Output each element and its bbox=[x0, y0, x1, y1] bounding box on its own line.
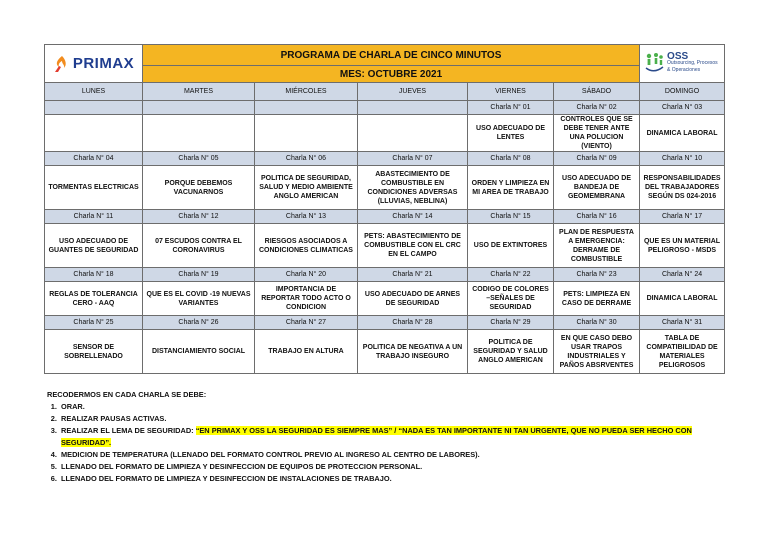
charla-topic-cell: PLAN DE RESPUESTA A EMERGENCIA: DERRAME DE COMBUSTIBLE bbox=[554, 224, 640, 268]
charla-topic-cell bbox=[255, 115, 358, 152]
charla-number-cell: Charla N° 10 bbox=[640, 152, 725, 166]
charla-number-row bbox=[45, 210, 725, 224]
charla-number-cell: Charla N° 21 bbox=[358, 268, 468, 282]
charla-number-cell: Charla N° 31 bbox=[640, 316, 725, 330]
month-label: MES: OCTUBRE 2021 bbox=[143, 66, 640, 83]
day-header-cell: DOMINGO bbox=[640, 83, 725, 101]
primax-logo-text: PRIMAX bbox=[72, 55, 135, 72]
charla-topic-row bbox=[45, 115, 725, 152]
note-item: 1. ORAR. bbox=[59, 401, 727, 413]
charla-topic-row bbox=[45, 224, 725, 268]
note-item-lema bbox=[59, 425, 727, 449]
charla-number-cell: Charla N° 24 bbox=[640, 268, 725, 282]
day-header-cell: LUNES bbox=[45, 83, 143, 101]
charla-number-row bbox=[45, 101, 725, 115]
charla-topic-cell: RESPONSABILIDADES DEL TRABAJADORES SEGÚN DS 024-2016 bbox=[640, 166, 725, 210]
days-header-row bbox=[45, 83, 725, 101]
charla-topic-cell: PORQUE DEBEMOS VACUNARNOS bbox=[143, 166, 255, 210]
day-header-cell: JUEVES bbox=[358, 83, 468, 101]
note-item: 2. REALIZAR PAUSAS ACTIVAS. bbox=[59, 413, 727, 425]
oss-tagline-1: Outsourcing, Procesos bbox=[667, 60, 718, 66]
charla-topic-row bbox=[45, 166, 725, 210]
schedule-table bbox=[44, 44, 725, 374]
charla-topic-cell: POLITICA DE SEGURIDAD, SALUD Y MEDIO AMBIENTE ANGLO AMERICAN bbox=[255, 166, 358, 210]
charla-topic-cell: 07 ESCUDOS CONTRA EL CORONAVIRUS bbox=[143, 224, 255, 268]
charla-topic-cell: USO ADECUADO DE ARNES DE SEGURIDAD bbox=[358, 282, 468, 316]
charla-topic-cell: QUE ES EL COVID -19 NUEVAS VARIANTES bbox=[143, 282, 255, 316]
charla-topic-cell: TRABAJO EN ALTURA bbox=[255, 330, 358, 374]
charla-topic-cell: USO DE EXTINTORES bbox=[468, 224, 554, 268]
lema-highlight: “EN PRIMAX Y OSS LA SEGURIDAD ES SIEMPRE MAS” / “NADA ES TAN IMPORTANTE NI TAN URGENTE, QUE NO PUEDA SER HECHO CON SEGURIDAD”. bbox=[61, 426, 692, 447]
day-header-cell: SÁBADO bbox=[554, 83, 640, 101]
charla-topic-cell: USO ADECUADO DE LENTES bbox=[468, 115, 554, 152]
charla-number-cell: Charla N° 02 bbox=[554, 101, 640, 115]
charla-topic-cell: REGLAS DE TOLERANCIA CERO - AAQ bbox=[45, 282, 143, 316]
charla-number-cell: Charla N° 12 bbox=[143, 210, 255, 224]
charla-number-cell bbox=[255, 101, 358, 115]
charla-topic-cell: SENSOR DE SOBRELLENADO bbox=[45, 330, 143, 374]
charla-topic-cell bbox=[358, 115, 468, 152]
charla-number-cell: Charla N° 23 bbox=[554, 268, 640, 282]
charla-number-cell: Charla N° 28 bbox=[358, 316, 468, 330]
note-item: 4. MEDICION DE TEMPERATURA (LLENADO DEL FORMATO CONTROL PREVIO AL INGRESO AL CENTRO DE LABORES). bbox=[59, 449, 727, 461]
notes-heading: RECODERMOS EN CADA CHARLA SE DEBE: bbox=[47, 390, 207, 399]
charla-topic-cell: USO ADECUADO DE BANDEJA DE GEOMEMBRANA bbox=[554, 166, 640, 210]
charla-number-cell: Charla N° 13 bbox=[255, 210, 358, 224]
primax-flame-icon bbox=[53, 55, 69, 73]
day-header-cell: MARTES bbox=[143, 83, 255, 101]
charla-number-cell bbox=[358, 101, 468, 115]
charla-topic-cell: USO ADECUADO DE GUANTES DE SEGURIDAD bbox=[45, 224, 143, 268]
charla-topic-cell: CODIGO DE COLORES –SEÑALES DE SEGURIDAD bbox=[468, 282, 554, 316]
charla-topic-cell: RIESGOS ASOCIADOS A CONDICIONES CLIMATICAS bbox=[255, 224, 358, 268]
charla-topic-cell: PETS: LIMPIEZA EN CASO DE DERRAME bbox=[554, 282, 640, 316]
schedule-sheet bbox=[44, 44, 724, 483]
note-item: 6. LLENADO DEL FORMATO DE LIMPIEZA Y DESINFECCION DE INSTALACIONES DE TRABAJO. bbox=[59, 473, 727, 485]
charla-number-row bbox=[45, 152, 725, 166]
charla-number-row bbox=[45, 268, 725, 282]
day-header-cell: VIERNES bbox=[468, 83, 554, 101]
charla-number-cell: Charla N° 01 bbox=[468, 101, 554, 115]
note-item: 5. LLENADO DEL FORMATO DE LIMPIEZA Y DESINFECCION DE EQUIPOS DE PROTECCION PERSONAL. bbox=[59, 461, 727, 473]
charla-topic-cell: PETS: ABASTECIMIENTO DE COMBUSTIBLE CON EL CRC EN EL CAMPO bbox=[358, 224, 468, 268]
charla-number-cell: Charla N° 22 bbox=[468, 268, 554, 282]
charla-number-cell: Charla N° 16 bbox=[554, 210, 640, 224]
charla-topic-cell: TORMENTAS ELECTRICAS bbox=[45, 166, 143, 210]
charla-topic-cell: POLITICA DE SEGURIDAD Y SALUD ANGLO AMERICAN bbox=[468, 330, 554, 374]
charla-number-cell: Charla N° 09 bbox=[554, 152, 640, 166]
charla-number-cell: Charla N° 30 bbox=[554, 316, 640, 330]
page-title: PROGRAMA DE CHARLA DE CINCO MINUTOS bbox=[143, 45, 640, 66]
charla-topic-cell: ABASTECIMIENTO DE COMBUSTIBLE EN CONDICIONES ADVERSAS (LLUVIAS, NEBLINA) bbox=[358, 166, 468, 210]
notes-section bbox=[47, 389, 727, 485]
charla-topic-row bbox=[45, 282, 725, 316]
charla-number-cell: Charla N° 07 bbox=[358, 152, 468, 166]
charla-topic-cell: DISTANCIAMIENTO SOCIAL bbox=[143, 330, 255, 374]
charla-topic-cell: DINAMICA LABORAL bbox=[640, 115, 725, 152]
charla-number-cell: Charla N° 20 bbox=[255, 268, 358, 282]
charla-topic-cell: QUE ES UN MATERIAL PELIGROSO - MSDS bbox=[640, 224, 725, 268]
oss-logo-text: OSS bbox=[667, 51, 689, 62]
charla-topic-cell bbox=[45, 115, 143, 152]
charla-number-cell: Charla N° 14 bbox=[358, 210, 468, 224]
oss-logo bbox=[640, 45, 725, 83]
charla-number-cell: Charla N° 17 bbox=[640, 210, 725, 224]
charla-number-cell bbox=[143, 101, 255, 115]
charla-number-cell: Charla N° 08 bbox=[468, 152, 554, 166]
charla-number-cell bbox=[45, 101, 143, 115]
notes-list bbox=[47, 401, 727, 485]
charla-topic-cell bbox=[143, 115, 255, 152]
charla-number-cell: Charla N° 27 bbox=[255, 316, 358, 330]
charla-number-cell: Charla N° 19 bbox=[143, 268, 255, 282]
charla-topic-cell: POLITICA DE NEGATIVA A UN TRABAJO INSEGURO bbox=[358, 330, 468, 374]
charla-topic-cell: IMPORTANCIA DE REPORTAR TODO ACTO O CONDICION bbox=[255, 282, 358, 316]
charla-topic-cell: ORDEN Y LIMPIEZA EN MI AREA DE TRABAJO bbox=[468, 166, 554, 210]
primax-logo bbox=[45, 45, 143, 83]
charla-number-cell: Charla N° 04 bbox=[45, 152, 143, 166]
charla-topic-cell: DINAMICA LABORAL bbox=[640, 282, 725, 316]
charla-number-cell: Charla N° 03 bbox=[640, 101, 725, 115]
oss-figures-icon bbox=[644, 52, 664, 76]
oss-tagline-2: & Operaciones bbox=[667, 67, 701, 73]
charla-topic-cell: EN QUE CASO DEBO USAR TRAPOS INDUSTRIALES Y PAÑOS ABSRVENTES bbox=[554, 330, 640, 374]
charla-number-cell: Charla N° 26 bbox=[143, 316, 255, 330]
charla-number-row bbox=[45, 316, 725, 330]
charla-number-cell: Charla N° 06 bbox=[255, 152, 358, 166]
charla-topic-cell: CONTROLES QUE SE DEBE TENER ANTE UNA POLUCION (VIENTO) bbox=[554, 115, 640, 152]
charla-number-cell: Charla N° 15 bbox=[468, 210, 554, 224]
charla-number-cell: Charla N° 29 bbox=[468, 316, 554, 330]
charla-number-cell: Charla N° 25 bbox=[45, 316, 143, 330]
day-header-cell: MIÉRCOLES bbox=[255, 83, 358, 101]
charla-number-cell: Charla N° 11 bbox=[45, 210, 143, 224]
charla-topic-cell: TABLA DE COMPATIBILIDAD DE MATERIALES PELIGROSOS bbox=[640, 330, 725, 374]
charla-number-cell: Charla N° 05 bbox=[143, 152, 255, 166]
charla-topic-row bbox=[45, 330, 725, 374]
charla-number-cell: Charla N° 18 bbox=[45, 268, 143, 282]
lema-prefix: REALIZAR EL LEMA DE SEGURIDAD: bbox=[61, 426, 196, 435]
